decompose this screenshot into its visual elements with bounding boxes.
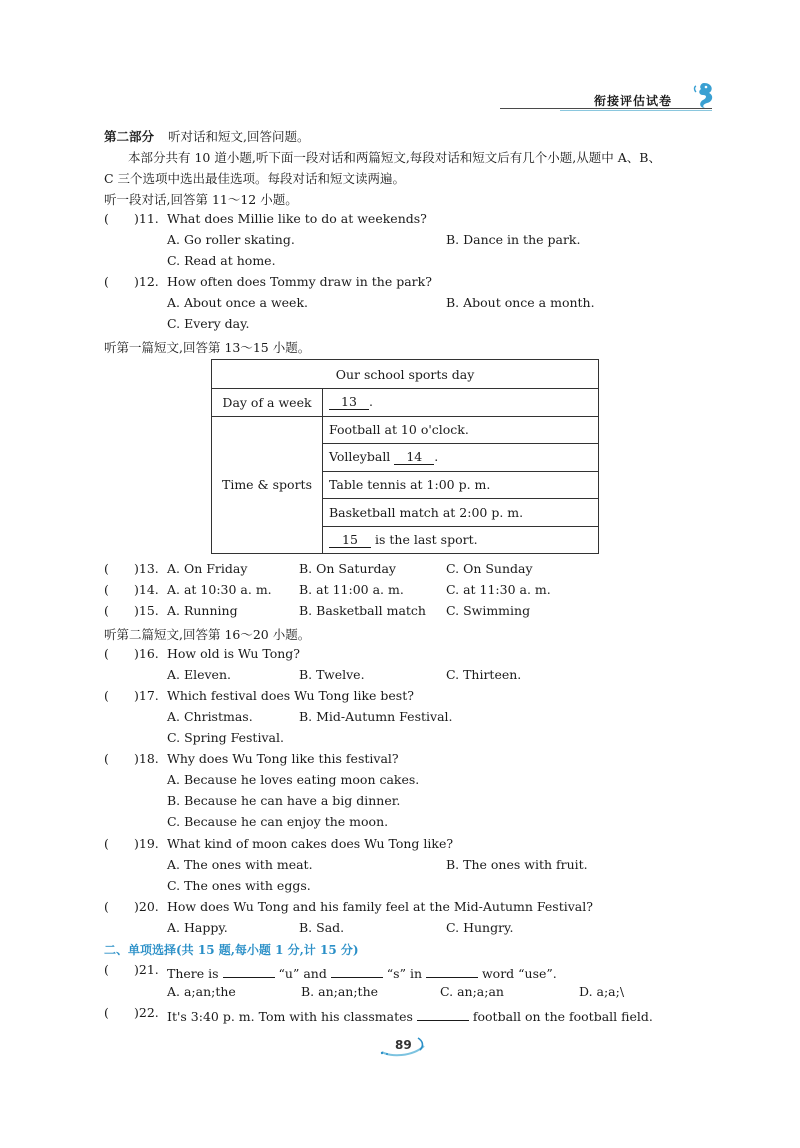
option-b: B. On Saturday — [299, 561, 396, 576]
answer-bracket: ( — [104, 1005, 109, 1020]
question-number: )16. — [134, 646, 159, 661]
question-number: )17. — [134, 688, 159, 703]
option-b: B. Because he can have a big dinner. — [167, 793, 401, 808]
part2-title: 第二部分 — [104, 129, 155, 144]
option-c: C. On Sunday — [446, 561, 533, 576]
q21-part3: “s” in — [386, 966, 423, 981]
table-cell-basketball: Basketball match at 2:00 p. m. — [323, 499, 599, 527]
question-number: )12. — [134, 274, 159, 289]
q21-part1: There is — [167, 966, 219, 981]
blank-13: 13 — [329, 394, 369, 410]
answer-bracket: ( — [104, 646, 109, 661]
question-text: What does Millie like to do at weekends? — [167, 211, 427, 226]
option-b: B. at 11:00 a. m. — [299, 582, 404, 597]
option-b: B. Mid-Autumn Festival. — [299, 709, 453, 724]
question-text: Why does Wu Tong like this festival? — [167, 751, 399, 766]
option-c: C. Spring Festival. — [167, 730, 284, 745]
table-cell-football: Football at 10 o'clock. — [323, 416, 599, 444]
answer-bracket: ( — [104, 603, 109, 618]
header-rule — [500, 108, 712, 109]
q21-part2: “u” and — [278, 966, 327, 981]
table-row — [212, 389, 599, 417]
page-number: 89 — [395, 1038, 412, 1052]
question-text: How often does Tommy draw in the park? — [167, 274, 432, 289]
table-label-time-sports: Time & sports — [212, 416, 323, 554]
option-a: A. Happy. — [167, 920, 228, 935]
answer-bracket: ( — [104, 211, 109, 226]
answer-bracket: ( — [104, 688, 109, 703]
blank — [426, 962, 478, 978]
question-number: )13. — [134, 561, 159, 576]
blank-15: 15 — [329, 532, 371, 548]
option-c: C. Thirteen. — [446, 667, 522, 682]
passage1-instruction: 听第一篇短文,回答第 13～15 小题。 — [104, 340, 311, 355]
question-number: )21. — [134, 962, 159, 977]
question-text: How old is Wu Tong? — [167, 646, 300, 661]
option-b: B. Basketball match — [299, 603, 426, 618]
section2-title: 二、单项选择(共 15 题,每小题 1 分,计 15 分) — [104, 943, 359, 957]
option-b: B. About once a month. — [446, 295, 595, 310]
option-a: A. a;an;the — [167, 984, 236, 999]
blank-14: 14 — [394, 449, 434, 465]
table-cell-table-tennis: Table tennis at 1:00 p. m. — [323, 471, 599, 499]
question-text: How does Wu Tong and his family feel at the Mid-Autumn Festival? — [167, 899, 593, 914]
question-21-text — [167, 962, 557, 981]
passage2-instruction: 听第二篇短文,回答第 16～20 小题。 — [104, 627, 311, 642]
option-d: D. a;a;\ — [579, 984, 625, 999]
question-22-text — [167, 1005, 653, 1024]
answer-bracket: ( — [104, 962, 109, 977]
option-a: A. About once a week. — [167, 295, 308, 310]
question-number: )20. — [134, 899, 159, 914]
option-a: A. Christmas. — [167, 709, 253, 724]
blank — [331, 962, 383, 978]
option-a: A. The ones with meat. — [167, 857, 313, 872]
option-c: C. Swimming — [446, 603, 531, 618]
dialog-instruction: 听一段对话,回答第 11～12 小题。 — [104, 192, 298, 207]
table-row — [212, 360, 599, 389]
volleyball-label: Volleyball — [329, 449, 391, 465]
question-number: )11. — [134, 211, 159, 226]
answer-bracket: ( — [104, 582, 109, 597]
part2-heading — [104, 127, 309, 145]
question-number: )14. — [134, 582, 159, 597]
option-c: C. at 11:30 a. m. — [446, 582, 551, 597]
option-c: C. Every day. — [167, 316, 250, 331]
option-c: C. The ones with eggs. — [167, 878, 311, 893]
last-sport-text: is the last sport. — [374, 531, 478, 547]
header-title: 衔接评估试卷 — [594, 94, 673, 108]
option-a: A. Eleven. — [167, 667, 231, 682]
option-a: A. Because he loves eating moon cakes. — [167, 772, 420, 787]
q21-part4: word “use”. — [481, 966, 557, 981]
blank — [223, 962, 275, 978]
part2-intro-line1: 本部分共有 10 道小题,听下面一段对话和两篇短文,每段对话和短文后有几个小题,从题中 A、B、 — [128, 150, 661, 165]
question-number: )19. — [134, 836, 159, 851]
answer-bracket: ( — [104, 274, 109, 289]
table-title: Our school sports day — [212, 360, 599, 389]
option-c: C. Because he can enjoy the moon. — [167, 814, 389, 829]
period: . — [369, 394, 373, 410]
sports-day-table — [211, 359, 599, 554]
question-number: )22. — [134, 1005, 159, 1020]
part2-intro-line2: C 三个选项中选出最佳选项。每段对话和短文读两遍。 — [104, 171, 406, 186]
q22-part2: football on the football field. — [472, 1009, 653, 1024]
option-a: A. Running — [167, 603, 238, 618]
table-cell-day — [323, 389, 599, 417]
table-cell-last-sport — [323, 526, 599, 554]
option-a: A. at 10:30 a. m. — [167, 582, 272, 597]
option-a: A. Go roller skating. — [167, 232, 295, 247]
q22-part1: It's 3:40 p. m. Tom with his classmates — [167, 1009, 413, 1024]
table-row — [212, 416, 599, 444]
question-text: Which festival does Wu Tong like best? — [167, 688, 414, 703]
header-rule-accent — [560, 110, 712, 111]
option-b: B. an;an;the — [301, 984, 379, 999]
option-a: A. On Friday — [167, 561, 248, 576]
option-c: C. an;a;an — [440, 984, 504, 999]
option-b: B. Dance in the park. — [446, 232, 581, 247]
option-b: B. Twelve. — [299, 667, 365, 682]
option-c: C. Hungry. — [446, 920, 514, 935]
answer-bracket: ( — [104, 899, 109, 914]
question-number: )15. — [134, 603, 159, 618]
option-b: B. The ones with fruit. — [446, 857, 588, 872]
period: . — [434, 449, 439, 465]
table-label-day: Day of a week — [212, 389, 323, 417]
answer-bracket: ( — [104, 561, 109, 576]
answer-bracket: ( — [104, 751, 109, 766]
question-number: )18. — [134, 751, 159, 766]
option-b: B. Sad. — [299, 920, 345, 935]
answer-bracket: ( — [104, 836, 109, 851]
option-c: C. Read at home. — [167, 253, 276, 268]
blank — [417, 1005, 469, 1021]
question-text: What kind of moon cakes does Wu Tong like? — [167, 836, 454, 851]
part2-subtitle: 听对话和短文,回答问题。 — [168, 129, 310, 144]
table-cell-volleyball — [323, 444, 599, 472]
